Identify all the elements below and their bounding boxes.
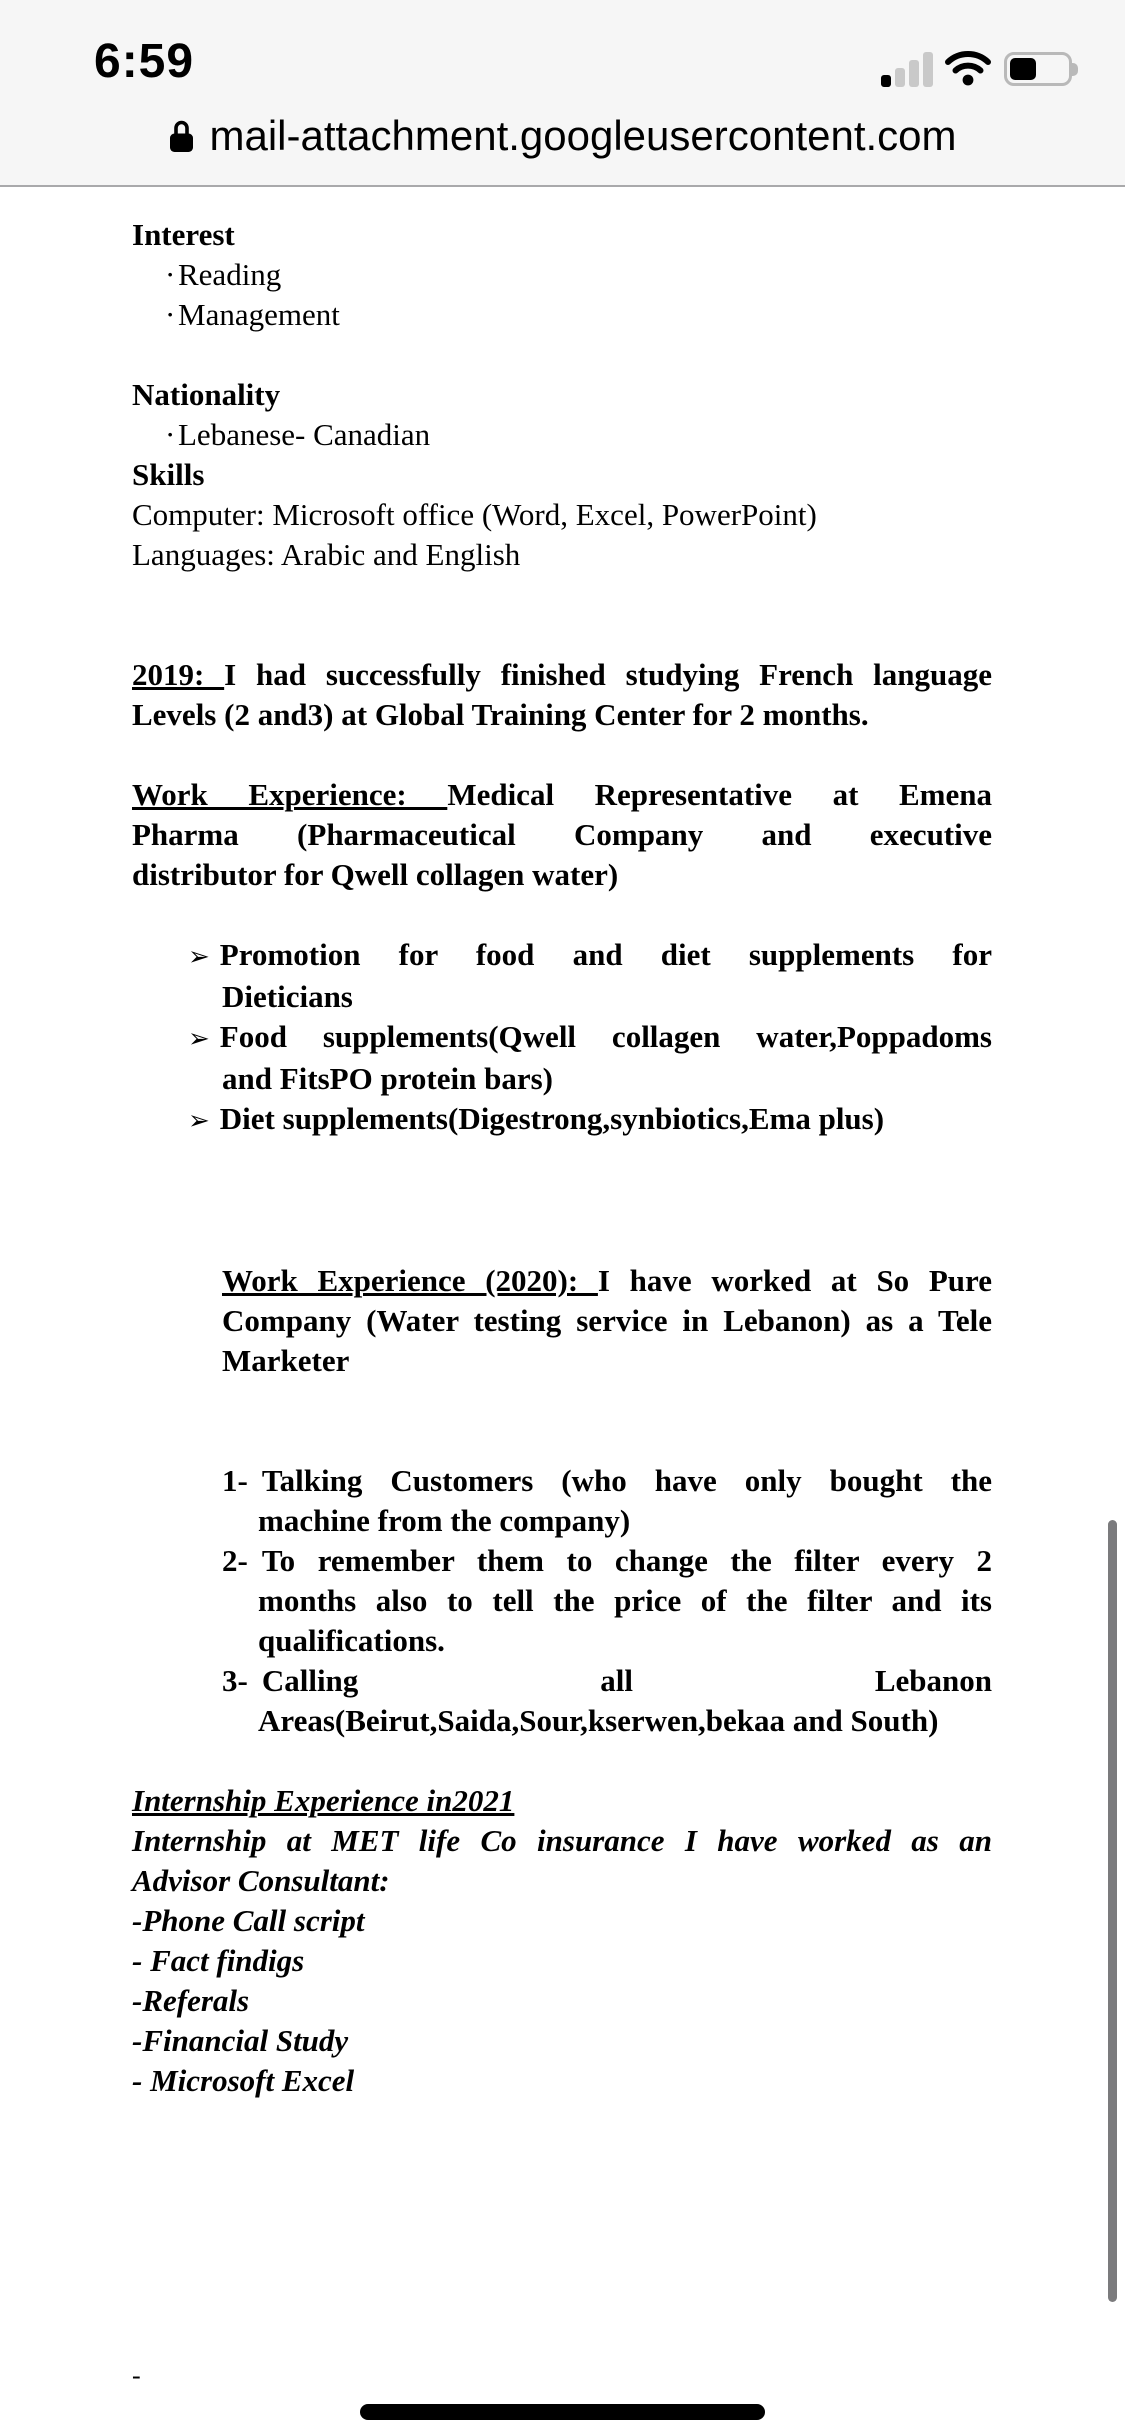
underlined-label: Work Experience:: [132, 777, 448, 812]
list-item: -Phone Call script: [132, 1903, 365, 1938]
list-item-line: Food supplements(Qwell collagen water,Poppadoms: [219, 1019, 992, 1054]
paragraph-line: I have worked at So Pure: [597, 1263, 993, 1298]
bullet-dot-icon: ·: [165, 417, 176, 452]
list-item-line: machine from the company): [258, 1503, 631, 1538]
safari-header: [0, 0, 1125, 187]
list-item-label: Management: [178, 297, 340, 332]
list-item-line: months also to tell the price of the filter and its: [258, 1583, 992, 1618]
arrow-bullet-icon: ➢: [188, 942, 210, 972]
interest-heading: Interest: [132, 217, 235, 252]
list-item: [132, 1461, 992, 1541]
list-item: [132, 1099, 992, 1141]
battery-icon: [1004, 52, 1072, 86]
list-item: [132, 415, 992, 455]
list-item: [132, 1541, 992, 1661]
underlined-label: 2019:: [132, 657, 225, 692]
list-item: [132, 1661, 992, 1741]
list-item-label: Reading: [178, 257, 282, 292]
bullet-dot-icon: ·: [165, 297, 176, 332]
list-item: -Financial Study: [132, 2023, 349, 2058]
paragraph-line: Internship at MET life Co insurance I have worked as an: [132, 1823, 992, 1858]
internship-heading: Internship Experience in2021: [132, 1783, 515, 1818]
paragraph-line: distributor for Qwell collagen water): [132, 857, 619, 892]
list-item: -Referals: [132, 1983, 250, 2018]
scrollbar[interactable]: [1108, 1520, 1117, 2302]
skills-line: Languages: Arabic and English: [132, 537, 521, 572]
list-item: [132, 1017, 992, 1099]
arrow-bullet-icon: ➢: [188, 1106, 210, 1136]
list-number-label: 1-: [222, 1463, 248, 1498]
nationality-heading: Nationality: [132, 377, 281, 412]
list-number-label: 3-: [222, 1663, 248, 1698]
arrow-bullet-list: [132, 935, 992, 1141]
cellular-signal-icon: [881, 52, 933, 87]
list-item: [132, 255, 992, 295]
wifi-icon: [944, 50, 992, 91]
footer-dash: -: [132, 2361, 141, 2390]
list-item-line: Diet supplements(Digestrong,synbiotics,Ema plus): [219, 1101, 885, 1136]
numbered-list: [132, 1461, 992, 1741]
skills-line: Computer: Microsoft office (Word, Excel, PowerPoint): [132, 497, 817, 532]
paragraph-work-experience: [132, 775, 992, 895]
list-item-line: Dieticians: [222, 979, 353, 1014]
lock-icon: [168, 116, 195, 164]
list-item-line: To remember them to change the filter every 2: [261, 1543, 992, 1578]
paragraph-2019: [132, 655, 992, 735]
list-item-line: Areas(Beirut,Saida,Sour,kserwen,bekaa and South): [258, 1703, 939, 1738]
list-item-line: Calling all Lebanon: [261, 1663, 992, 1698]
internship-section: [132, 1781, 992, 2101]
arrow-bullet-icon: ➢: [188, 1024, 210, 1054]
list-item: - Microsoft Excel: [132, 2063, 355, 2098]
list-item: [132, 935, 992, 1017]
paragraph-line: Pharma (Pharmaceutical Company and executive: [132, 817, 992, 852]
list-item-line: qualifications.: [258, 1623, 445, 1658]
paragraph-line: Marketer: [222, 1343, 350, 1378]
list-item-line: and FitsPO protein bars): [222, 1061, 553, 1096]
paragraph-line: Advisor Consultant:: [132, 1863, 390, 1898]
skills-heading: Skills: [132, 457, 205, 492]
list-number-label: 2-: [222, 1543, 248, 1578]
paragraph-line: I had successfully finished studying French language: [224, 657, 992, 692]
list-item-label: Lebanese- Canadian: [178, 417, 431, 452]
list-item-line: Talking Customers (who have only bought the: [261, 1463, 992, 1498]
paragraph-line: Company (Water testing service in Lebanon) as a Tele: [222, 1303, 992, 1338]
list-item: [132, 295, 992, 335]
bullet-dot-icon: ·: [165, 257, 176, 292]
paragraph-line: Medical Representative at Emena: [447, 777, 992, 812]
url-domain: mail-attachment.googleusercontent.com: [209, 112, 957, 159]
paragraph-line: Levels (2 and3) at Global Training Center for 2 months.: [132, 697, 869, 732]
list-item: - Fact findigs: [132, 1943, 305, 1978]
underlined-label: Work Experience (2020):: [222, 1263, 598, 1298]
home-indicator[interactable]: [360, 2404, 765, 2420]
status-time: 6:59: [94, 35, 195, 88]
paragraph-work-experience-2020: [222, 1261, 992, 1381]
list-item-line: Promotion for food and diet supplements for: [219, 937, 992, 972]
document-view: [0, 189, 1125, 2396]
url-bar[interactable]: [0, 112, 1125, 164]
